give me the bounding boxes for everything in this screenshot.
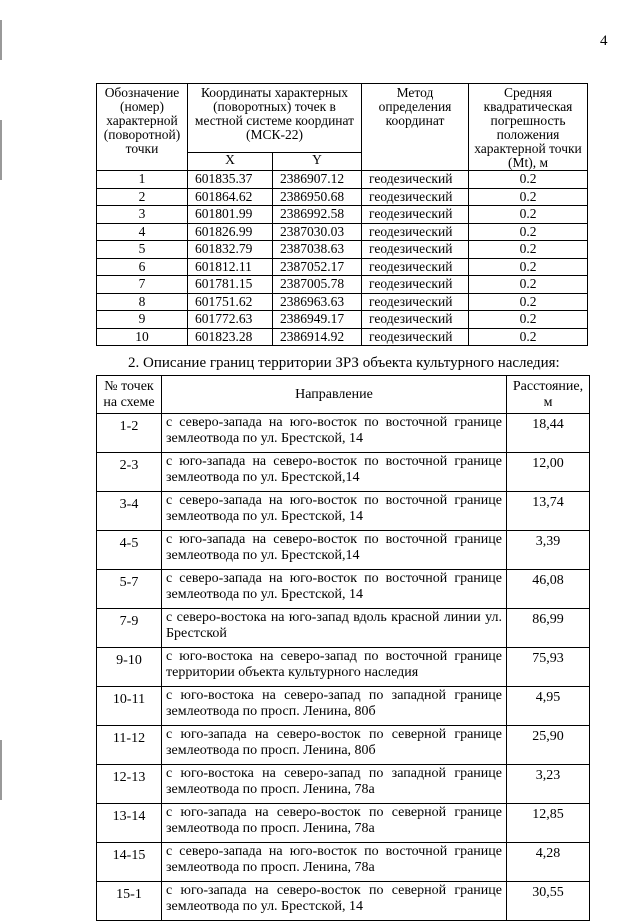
header-error: Средняя квадратическая погрешность положения характерной точки (Mt), м (469, 84, 588, 171)
y-coordinate: 2387030.03 (273, 223, 362, 241)
header-points: № точек на схеме (97, 376, 162, 414)
table-row (97, 843, 590, 882)
segment-points: 10-11 (97, 687, 162, 726)
x-coordinate: 601801.99 (188, 206, 273, 224)
direction-cell: с юго-запада на северо-восток по северной границе землеотвода по просп. Ленина, 80б (162, 726, 507, 765)
coordinates-table (96, 83, 588, 346)
distance-cell: 30,55 (507, 882, 590, 921)
distance-cell: 25,90 (507, 726, 590, 765)
error-cell: 0.2 (469, 276, 588, 294)
x-coordinate: 601826.99 (188, 223, 273, 241)
scan-edge-mark (0, 120, 2, 180)
error-cell: 0.2 (469, 258, 588, 276)
table-row (97, 171, 588, 189)
error-cell: 0.2 (469, 328, 588, 346)
point-number: 6 (97, 258, 188, 276)
distance-cell: 13,74 (507, 492, 590, 531)
point-number: 2 (97, 188, 188, 206)
x-coordinate: 601751.62 (188, 293, 273, 311)
distance-cell: 3,39 (507, 531, 590, 570)
distance-cell: 46,08 (507, 570, 590, 609)
error-cell: 0.2 (469, 206, 588, 224)
y-coordinate: 2386914.92 (273, 328, 362, 346)
header-method: Метод определения координат (362, 84, 469, 171)
table-row (97, 293, 588, 311)
distance-cell: 86,99 (507, 609, 590, 648)
error-cell: 0.2 (469, 171, 588, 189)
distance-cell: 75,93 (507, 648, 590, 687)
distance-cell: 4,28 (507, 843, 590, 882)
x-coordinate: 601835.37 (188, 171, 273, 189)
y-coordinate: 2387052.17 (273, 258, 362, 276)
x-coordinate: 601781.15 (188, 276, 273, 294)
y-coordinate: 2386949.17 (273, 311, 362, 329)
segment-points: 12-13 (97, 765, 162, 804)
table-row (97, 648, 590, 687)
y-coordinate: 2386950.68 (273, 188, 362, 206)
table-row (97, 804, 590, 843)
table-row (97, 531, 590, 570)
method-cell: геодезический (362, 206, 469, 224)
distance-cell: 12,85 (507, 804, 590, 843)
point-number: 7 (97, 276, 188, 294)
segment-points: 13-14 (97, 804, 162, 843)
method-cell: геодезический (362, 276, 469, 294)
table-row (97, 492, 590, 531)
distance-cell: 4,95 (507, 687, 590, 726)
direction-cell: с юго-запада на северо-восток по северной границе землеотвода по просп. Ленина, 78а (162, 804, 507, 843)
header-coords: Координаты характерных (поворотных) точек в местной системе координат (МСК-22) (188, 84, 362, 153)
segment-points: 3-4 (97, 492, 162, 531)
method-cell: геодезический (362, 188, 469, 206)
direction-cell: с юго-востока на северо-запад по западной границе землеотвода по просп. Ленина, 80б (162, 687, 507, 726)
distance-cell: 3,23 (507, 765, 590, 804)
table-row (97, 609, 590, 648)
method-cell: геодезический (362, 328, 469, 346)
x-coordinate: 601832.79 (188, 241, 273, 259)
method-cell: геодезический (362, 171, 469, 189)
point-number: 1 (97, 171, 188, 189)
table-row (97, 276, 588, 294)
table-row (97, 241, 588, 259)
direction-cell: с юго-запада на северо-восток по восточной границе землеотвода по ул. Брестской,14 (162, 531, 507, 570)
point-number: 10 (97, 328, 188, 346)
table-row (97, 188, 588, 206)
table-row (97, 328, 588, 346)
boundary-table (96, 375, 590, 921)
method-cell: геодезический (362, 241, 469, 259)
error-cell: 0.2 (469, 241, 588, 259)
table-row (97, 882, 590, 921)
x-coordinate: 601823.28 (188, 328, 273, 346)
segment-points: 9-10 (97, 648, 162, 687)
scan-edge-mark (0, 740, 2, 800)
table-row (97, 258, 588, 276)
table-row (97, 570, 590, 609)
table-row (97, 311, 588, 329)
point-number: 4 (97, 223, 188, 241)
method-cell: геодезический (362, 258, 469, 276)
direction-cell: с северо-востока на юго-запад вдоль красной линии ул. Брестской (162, 609, 507, 648)
segment-points: 1-2 (97, 414, 162, 453)
direction-cell: с северо-запада на юго-восток по восточной границе землеотвода по ул. Брестской, 14 (162, 492, 507, 531)
point-number: 9 (97, 311, 188, 329)
point-number: 5 (97, 241, 188, 259)
direction-cell: с северо-запада на юго-восток по восточной границе землеотвода по ул. Брестской, 14 (162, 570, 507, 609)
method-cell: геодезический (362, 293, 469, 311)
error-cell: 0.2 (469, 311, 588, 329)
method-cell: геодезический (362, 311, 469, 329)
direction-cell: с северо-запада на юго-восток по восточной границе землеотвода по ул. Брестской, 14 (162, 414, 507, 453)
y-coordinate: 2387038.63 (273, 241, 362, 259)
direction-cell: с северо-запада на юго-восток по восточной границе землеотвода по просп. Ленина, 78а (162, 843, 507, 882)
segment-points: 2-3 (97, 453, 162, 492)
header-point: Обозначение (номер) характерной (поворотной) точки (97, 84, 188, 171)
table-row (97, 453, 590, 492)
header-direction: Направление (162, 376, 507, 414)
table-row (97, 414, 590, 453)
table-row (97, 687, 590, 726)
segment-points: 14-15 (97, 843, 162, 882)
segment-points: 7-9 (97, 609, 162, 648)
y-coordinate: 2386963.63 (273, 293, 362, 311)
header-distance: Расстояние, м (507, 376, 590, 414)
error-cell: 0.2 (469, 293, 588, 311)
table-row (97, 206, 588, 224)
direction-cell: с юго-востока на северо-запад по восточной границе территории объекта культурного наследия (162, 648, 507, 687)
header-x: X (188, 153, 273, 171)
direction-cell: с юго-востока на северо-запад по западной границе землеотвода по просп. Ленина, 78а (162, 765, 507, 804)
table-row (97, 223, 588, 241)
y-coordinate: 2386907.12 (273, 171, 362, 189)
method-cell: геодезический (362, 223, 469, 241)
table-row (97, 765, 590, 804)
distance-cell: 18,44 (507, 414, 590, 453)
table-row (97, 726, 590, 765)
point-number: 8 (97, 293, 188, 311)
direction-cell: с юго-запада на северо-восток по северной границе землеотвода по ул. Брестской, 14 (162, 882, 507, 921)
error-cell: 0.2 (469, 188, 588, 206)
point-number: 3 (97, 206, 188, 224)
section-heading: 2. Описание границ территории ЗРЗ объекта культурного наследия: (128, 355, 560, 371)
segment-points: 15-1 (97, 882, 162, 921)
x-coordinate: 601864.62 (188, 188, 273, 206)
x-coordinate: 601812.11 (188, 258, 273, 276)
header-y: Y (273, 153, 362, 171)
segment-points: 4-5 (97, 531, 162, 570)
distance-cell: 12,00 (507, 453, 590, 492)
y-coordinate: 2387005.78 (273, 276, 362, 294)
y-coordinate: 2386992.58 (273, 206, 362, 224)
segment-points: 11-12 (97, 726, 162, 765)
error-cell: 0.2 (469, 223, 588, 241)
direction-cell: с юго-запада на северо-восток по восточной границе землеотвода по ул. Брестской,14 (162, 453, 507, 492)
page-number: 4 (600, 33, 608, 49)
scan-edge-mark (0, 20, 2, 60)
x-coordinate: 601772.63 (188, 311, 273, 329)
segment-points: 5-7 (97, 570, 162, 609)
